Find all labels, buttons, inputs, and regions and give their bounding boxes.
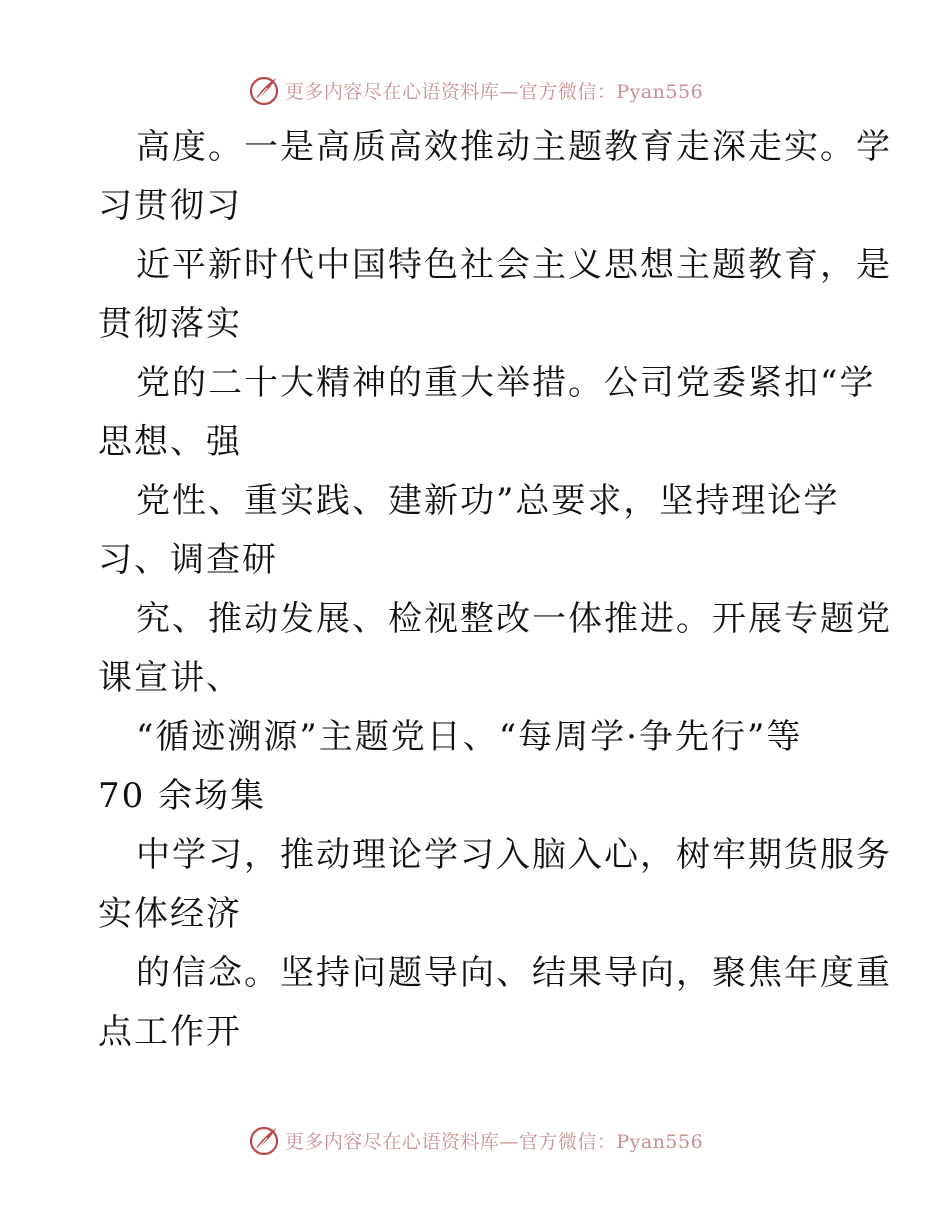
feather-quill-logo-icon xyxy=(247,1123,281,1157)
text-line: 近平新时代中国特色社会主义思想主题教育，是 xyxy=(136,245,892,285)
text-line: “循迹溯源”主题党日、“每周学·争先行”等 xyxy=(136,717,803,757)
text-line: 党的二十大精神的重大举措。公司党委紧扣“学 xyxy=(136,363,876,403)
text-line: 习贯彻习 xyxy=(98,186,242,226)
watermark-text: 更多内容尽在心语资料库—官方微信：Pyan556 xyxy=(284,80,704,103)
document-body xyxy=(98,118,892,1062)
watermark-text: 更多内容尽在心语资料库—官方微信：Pyan556 xyxy=(284,1130,704,1153)
text-line: 70 余场集 xyxy=(98,776,267,816)
text-line: 贯彻落实 xyxy=(98,304,242,344)
text-line: 党性、重实践、建新功”总要求，坚持理论学 xyxy=(136,481,840,521)
text-line: 点工作开 xyxy=(98,1012,242,1052)
footer-watermark-banner xyxy=(0,1120,950,1160)
text-line: 的信念。坚持问题导向、结果导向，聚焦年度重 xyxy=(136,953,892,993)
header-watermark-banner xyxy=(0,70,950,110)
text-line: 习、调查研 xyxy=(98,540,278,580)
feather-quill-logo-icon xyxy=(247,73,281,107)
text-line: 高度。一是高质高效推动主题教育走深走实。学 xyxy=(136,127,892,167)
text-line: 课宣讲、 xyxy=(98,658,242,698)
text-line: 究、推动发展、检视整改一体推进。开展专题党 xyxy=(136,599,892,639)
text-line: 思想、强 xyxy=(98,422,242,462)
text-line: 实体经济 xyxy=(98,894,242,934)
text-line: 中学习，推动理论学习入脑入心，树牢期货服务 xyxy=(136,835,892,875)
